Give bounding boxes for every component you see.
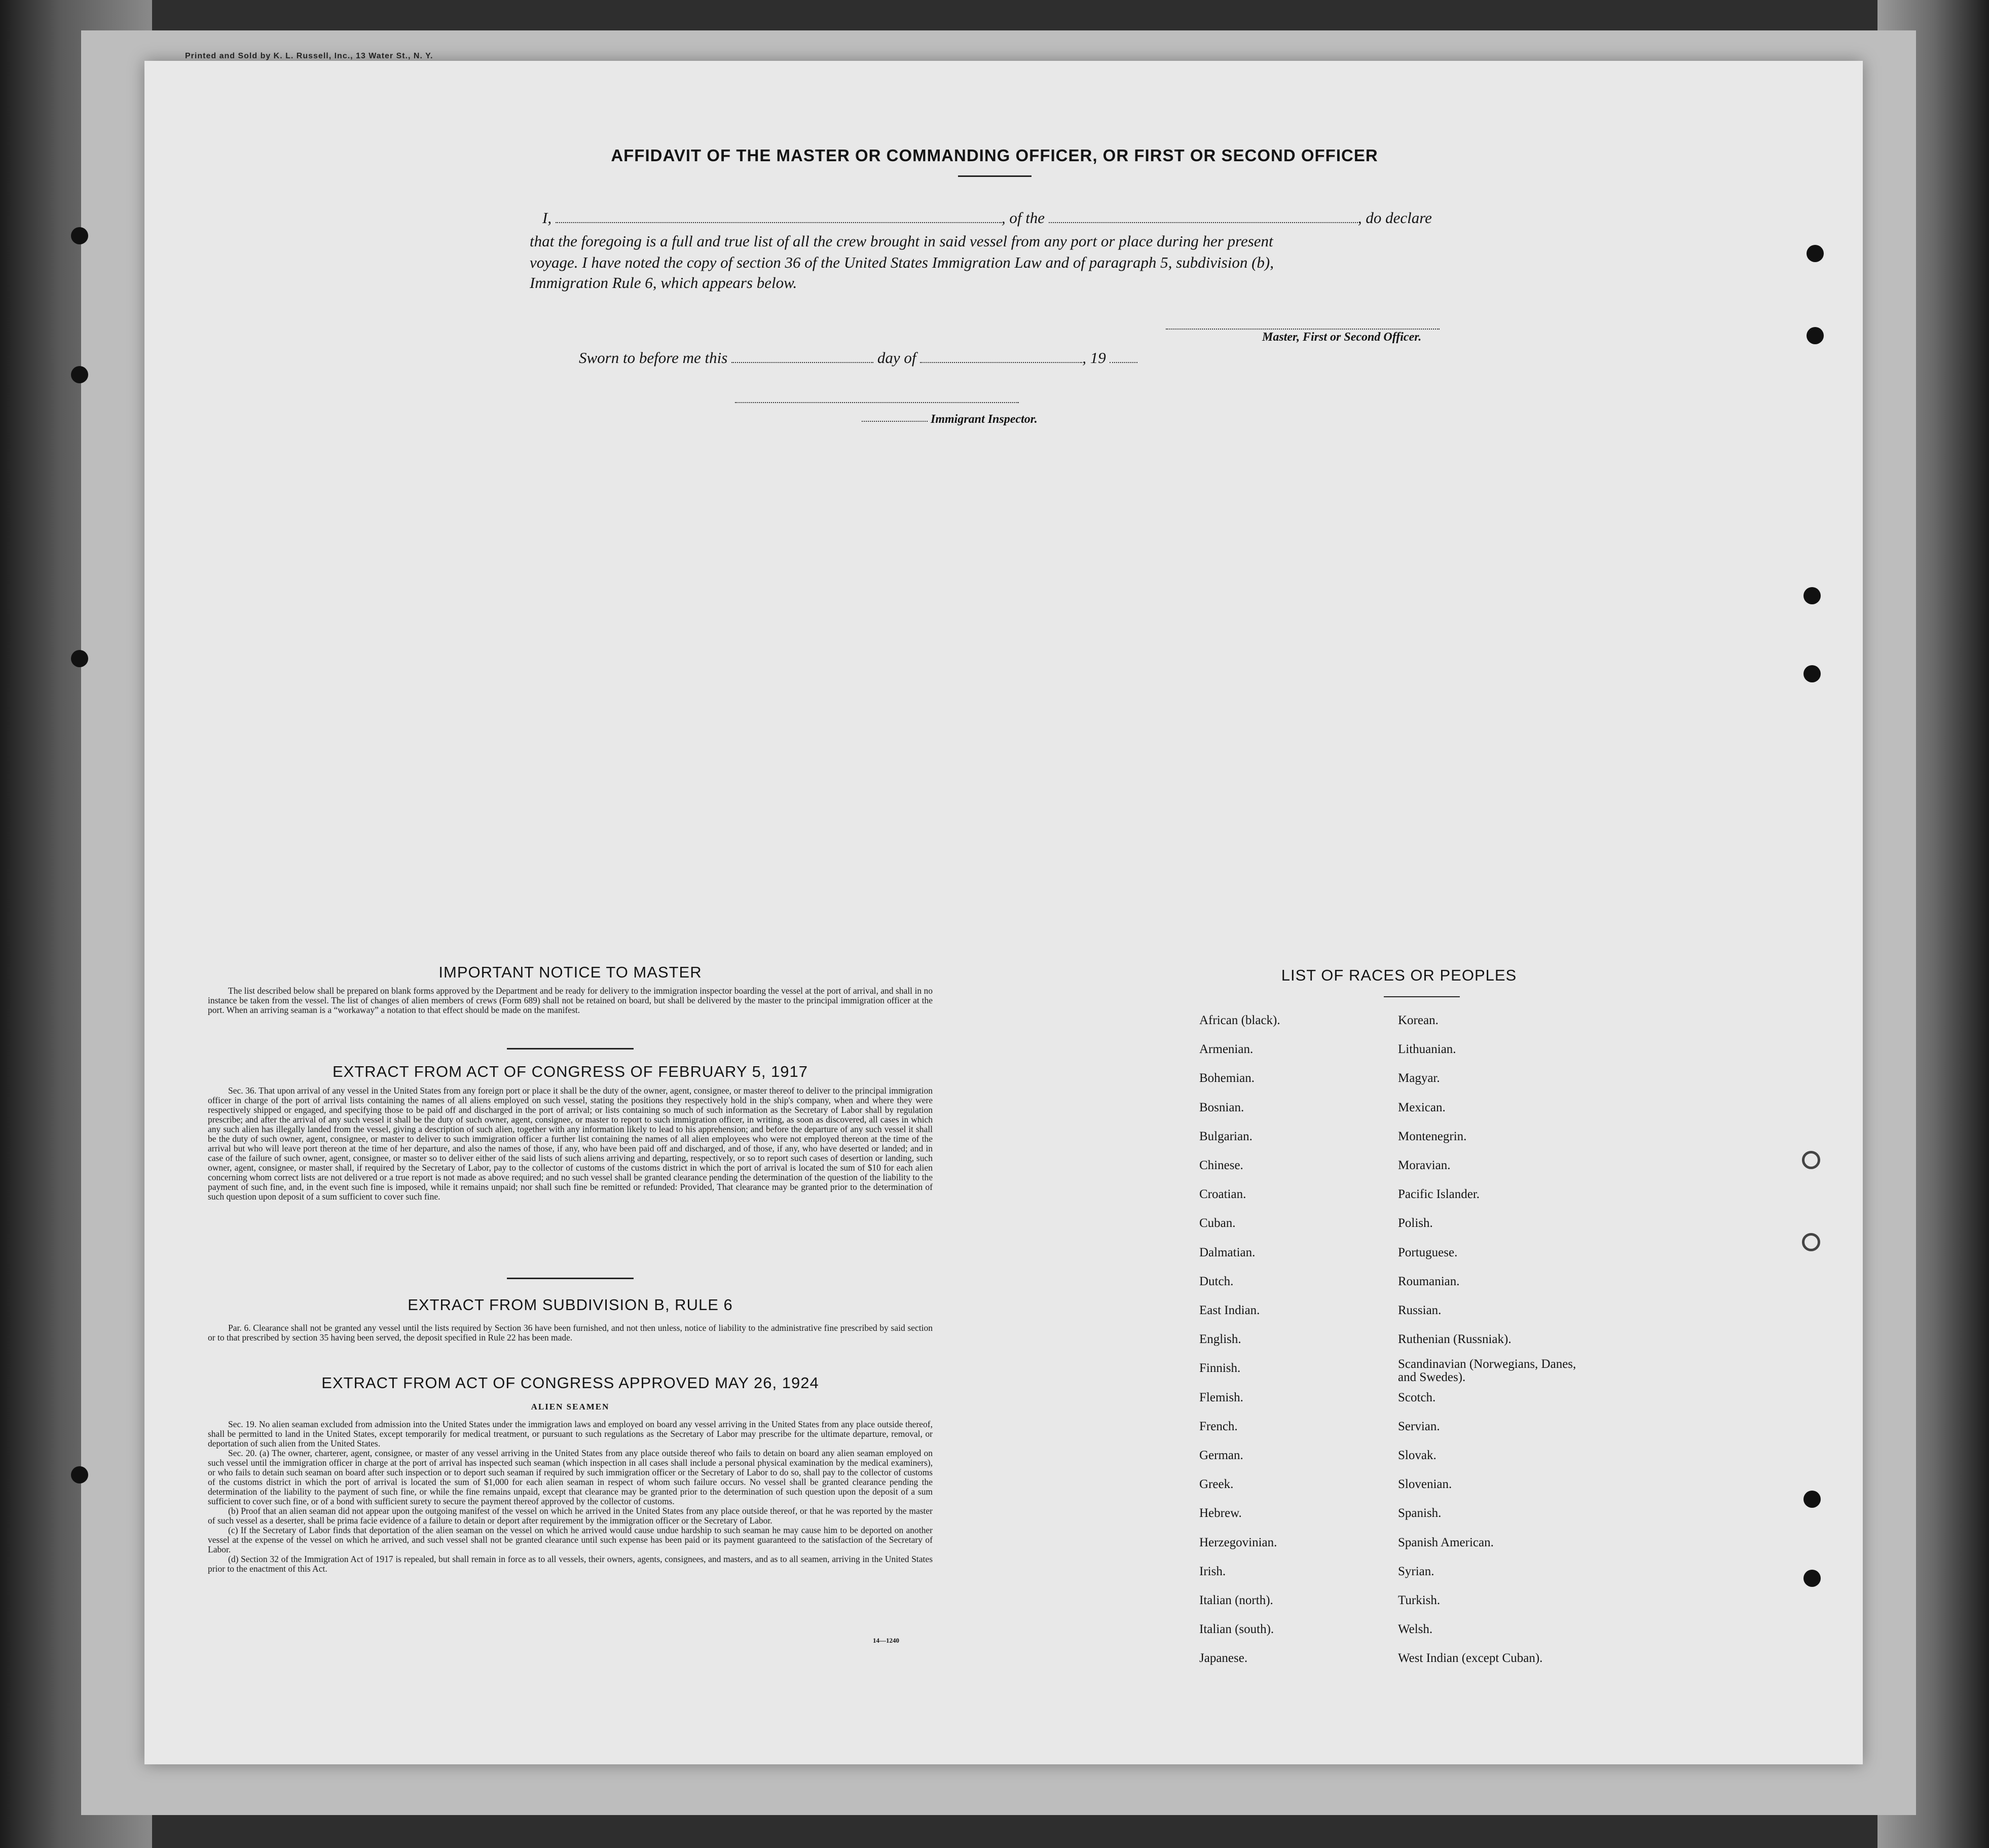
race-item: Servian. <box>1398 1419 1440 1433</box>
rule-6-text <box>208 1323 933 1343</box>
sec-36-paragraph: Sec. 36. That upon arrival of any vessel in the United States from any foreign port or place it shall be the duty of the owner, agent, consignee, or master thereof to deliver to the principal immigration officer in charge of the port of arrival lists containing the names of all aliens employed on such vessel, stating the positions they respectively hold in the ship's company, when and where they were respectively shipped or engaged, and specifying those to be paid off and discharged in the port of arrival; or lists containing so much of such information as the Secretary of Labor shall by regulation prescribe; and after the arrival of any such vessel it shall be the duty of such owner, agent, consignee, or master to report to such immigration officer, in writing, as soon as discovered, all cases in which any such alien has illegally landed from the vessel, giving a description of such alien, together with any information likely to lead to his apprehension; and before the departure of any such vessel it shall be the duty of such owner, agent, consignee, or master to deliver to such immigration officer a further list containing the names of all alien employees who were not employed thereon at the time of the arrival but who will leave port thereon at the time of her departure, and also the names of those, if any, who have been paid off and discharged, and of those, if any, who have deserted or landed; and in case of the failure of such owner, agent, consignee, or master so to deliver either of the said lists of such aliens arriving and departing, respectively, or so to report such cases of desertion or landing, such owner, agent, consignee, or master shall, if required by the Secretary of Labor, pay to the collector of customs of the customs district in which the port of arrival is located the sum of $10 for each alien concerning whom correct lists are not delivered or a true report is not made as above required; and no such vessel shall be granted clearance pending the determination of the question of the liability to the payment of such fine, and, in the event such fine is imposed, while it remains unpaid; nor shall such fine be remitted or refunded: Provided, That clearance may be granted prior to the determination of such question upon deposit of a sum sufficient to cover such fine. <box>208 1085 933 1202</box>
master-signature-label: Master, First or Second Officer. <box>1262 331 1422 344</box>
affidavit-declaration-line <box>542 209 1432 227</box>
race-item: Magyar. <box>1398 1071 1440 1085</box>
race-item: Bohemian. <box>1199 1071 1255 1085</box>
race-item: Bulgarian. <box>1199 1129 1253 1143</box>
race-item: Herzegovinian. <box>1199 1535 1277 1549</box>
sworn-year-label: , 19 <box>1082 349 1106 367</box>
race-item: English. <box>1199 1332 1241 1347</box>
race-item: Roumanian. <box>1398 1274 1460 1288</box>
punch-hole-icon <box>1802 1233 1820 1251</box>
race-item: Lithuanian. <box>1398 1042 1456 1057</box>
punch-hole-icon <box>1803 1570 1821 1587</box>
race-item: Chinese. <box>1199 1158 1243 1172</box>
inspector-label: Immigrant Inspector. <box>931 413 1038 426</box>
inspector-signature-field[interactable] <box>735 402 1019 403</box>
affidavit-declare-label: , do declare <box>1357 209 1432 227</box>
race-item: Italian (south). <box>1199 1622 1274 1637</box>
punch-hole-icon <box>71 227 88 244</box>
vessel-name-field[interactable] <box>1049 219 1358 223</box>
race-item: Moravian. <box>1398 1158 1451 1172</box>
race-item: Polish. <box>1398 1216 1433 1230</box>
par-6-paragraph: Par. 6. Clearance shall not be granted any vessel until the lists required by Section 36 have been furnished, and not then unless, notice of liability to the administrative fine prescribed by said section or to that prescribed by section 35 having been served, the deposit specified in Rule 22 has been made. <box>208 1323 933 1343</box>
race-item: Syrian. <box>1398 1564 1434 1578</box>
inspector-signature-leader <box>862 421 928 422</box>
affidavit-of-the-label: , of the <box>1001 209 1045 227</box>
punch-hole-icon <box>71 1466 88 1483</box>
sworn-day-of-label: day of <box>877 349 916 367</box>
race-item: Italian (north). <box>1199 1593 1273 1607</box>
race-item: Armenian. <box>1199 1042 1254 1057</box>
sworn-year-field[interactable] <box>1110 359 1137 363</box>
race-item: Ruthenian (Russniak). <box>1398 1332 1512 1347</box>
race-item: Scotch. <box>1398 1390 1436 1404</box>
punch-hole-icon <box>1803 1491 1821 1508</box>
race-item: Finnish. <box>1199 1361 1241 1375</box>
race-item: Pacific Islander. <box>1398 1187 1480 1202</box>
punch-hole-icon <box>1803 587 1821 604</box>
alien-seamen-subtitle: ALIEN SEAMEN <box>531 1402 610 1411</box>
race-item: West Indian (except Cuban). <box>1398 1651 1543 1665</box>
printer-imprint: Printed and Sold by K. L. Russell, Inc., 13 Water St., N. Y. <box>185 52 433 60</box>
race-item: African (black). <box>1199 1013 1280 1027</box>
race-item: Russian. <box>1398 1303 1442 1317</box>
race-item: Spanish American. <box>1398 1535 1494 1549</box>
affidavit-text-line: that the foregoing is a full and true list of all the crew brought in said vessel from any port or place during her present <box>530 232 1273 250</box>
notice-title: IMPORTANT NOTICE TO MASTER <box>438 963 702 981</box>
affidavit-title: AFFIDAVIT OF THE MASTER OR COMMANDING OFFICER, OR FIRST OR SECOND OFFICER <box>611 146 1378 165</box>
extract-1924-text <box>208 1420 933 1574</box>
section-divider <box>1384 996 1460 997</box>
race-item: Irish. <box>1199 1564 1226 1578</box>
race-item: Portuguese. <box>1398 1245 1458 1259</box>
sec-20c-paragraph: (c) If the Secretary of Labor finds that deportation of the alien seaman on the vessel on which he arrived would cause undue hardship to such seaman he may cause him to be deported on another vessel at the expense of the vessel on which he arrived, and such vessel shall not be granted clearance until such expense has been paid or its payment guaranteed to the satisfaction of the Secretary of Labor. <box>208 1525 933 1554</box>
punch-hole-icon <box>1802 1151 1820 1169</box>
race-item: Hebrew. <box>1199 1506 1242 1520</box>
race-item: Turkish. <box>1398 1593 1441 1607</box>
race-item: East Indian. <box>1199 1303 1260 1317</box>
race-item: Cuban. <box>1199 1216 1236 1230</box>
punch-hole-icon <box>1803 665 1821 682</box>
master-signature-field[interactable] <box>1166 329 1440 330</box>
sec-19-paragraph: Sec. 19. No alien seaman excluded from admission into the United States under the immigration laws and employed on board any vessel arriving in the United States from any place outside thereof, shall be permitted to land in the United States, except temporarily for medical treatment, or pursuant to such regulations as the Secretary of Labor may prescribe for the ultimate departure, removal, or deportation of such alien from the United States. <box>208 1419 933 1448</box>
sec-20d-paragraph: (d) Section 32 of the Immigration Act of 1917 is repealed, but shall remain in force as to all vessels, their owners, agents, consignees, and masters, and as to all seamen, arriving in the United States prior to the enactment of this Act. <box>208 1554 933 1574</box>
race-item: Mexican. <box>1398 1100 1446 1114</box>
race-item: Welsh. <box>1398 1622 1433 1637</box>
race-item: Dutch. <box>1199 1274 1234 1288</box>
sec-20a-paragraph: Sec. 20. (a) The owner, charterer, agent, consignee, or master of any vessel arriving in the United States from any place outside thereof who fails to detain on board any alien seaman employed on such vessel until the immigration officer in charge at the port of arrival has inspected such seaman (which inspection in all cases shall include a personal physical examination by the medical examiners), or who fails to detain such seaman on board after such inspection or to deport such seaman if required by such immigration officer or the Secretary of Labor to do so, shall pay to the collector of customs of the customs district in which the port of arrival is located the sum of $1,000 for each alien seaman in respect of whom such failure occurs. No vessel shall be granted clearance pending the determination of the liability to the payment of such fine, or while the fine remains unpaid, except that clearance may be granted prior to the determination of such question upon the deposit of a sum sufficient to cover such fine, or of a bond with sufficient surety to secure the payment thereof approved by the collector of customs. <box>208 1448 933 1506</box>
affidavit-i-label: I, <box>542 209 552 227</box>
race-item: Dalmatian. <box>1199 1245 1256 1259</box>
sec-20b-paragraph: (b) Proof that an alien seaman did not appear upon the outgoing manifest of the vessel on which he arrived in the United States from any place outside thereof, or that he was reported by the master of such vessel as a deserter, shall be prima facie evidence of a failure to detain or deport after requirement by the immigration officer or the Secretary of Labor. <box>208 1506 933 1526</box>
rule-6-title: EXTRACT FROM SUBDIVISION B, RULE 6 <box>408 1296 733 1314</box>
master-name-field[interactable] <box>556 219 1002 223</box>
extract-1924-title: EXTRACT FROM ACT OF CONGRESS APPROVED MAY 26, 1924 <box>321 1374 819 1392</box>
title-divider <box>958 175 1032 177</box>
punch-hole-icon <box>71 650 88 667</box>
race-item: Slovenian. <box>1398 1477 1452 1492</box>
race-item: Japanese. <box>1199 1651 1248 1665</box>
punch-hole-icon <box>1807 327 1824 344</box>
race-item: Montenegrin. <box>1398 1129 1467 1143</box>
notice-paragraph: The list described below shall be prepared on blank forms approved by the Department and be ready for delivery to the immigration inspector boarding the vessel at the port of arrival, and shall in no instance be taken from the vessel. The list of changes of alien members of crews (Form 689) shall not be retained on board, but shall be delivered by the master to the principal immigration officer at the port. When an arriving seaman is a “workaway” a notation to that effect should be made on the manifest. <box>208 986 933 1015</box>
sworn-day-field[interactable] <box>731 359 873 363</box>
race-item: French. <box>1199 1419 1238 1433</box>
race-item: Greek. <box>1199 1477 1234 1492</box>
race-item: Flemish. <box>1199 1390 1243 1404</box>
punch-hole-icon <box>71 366 88 383</box>
section-divider <box>507 1278 634 1279</box>
sworn-label: Sworn to before me this <box>579 349 728 367</box>
extract-1917-title: EXTRACT FROM ACT OF CONGRESS OF FEBRUARY 5, 1917 <box>332 1063 808 1080</box>
race-item: German. <box>1199 1448 1243 1462</box>
affidavit-text-line: Immigration Rule 6, which appears below. <box>530 274 797 292</box>
races-title: LIST OF RACES OR PEOPLES <box>1281 966 1517 984</box>
form-number: 14—1240 <box>873 1637 899 1644</box>
affidavit-text-line: voyage. I have noted the copy of section 36 of the United States Immigration Law and of paragraph 5, subdivision (b), <box>530 253 1274 271</box>
race-item: Croatian. <box>1199 1187 1246 1202</box>
section-divider <box>507 1048 634 1049</box>
extract-1917-text <box>208 1086 933 1202</box>
race-item: Korean. <box>1398 1013 1439 1027</box>
sworn-month-field[interactable] <box>920 359 1082 363</box>
sworn-line <box>579 349 1137 367</box>
race-item: Scandinavian (Norwegians, Danes, and Swedes). <box>1398 1357 1576 1385</box>
punch-hole-icon <box>1807 245 1824 262</box>
race-item: Bosnian. <box>1199 1100 1244 1114</box>
race-item: Slovak. <box>1398 1448 1436 1462</box>
notice-text <box>208 986 933 1015</box>
race-item: Spanish. <box>1398 1506 1442 1520</box>
